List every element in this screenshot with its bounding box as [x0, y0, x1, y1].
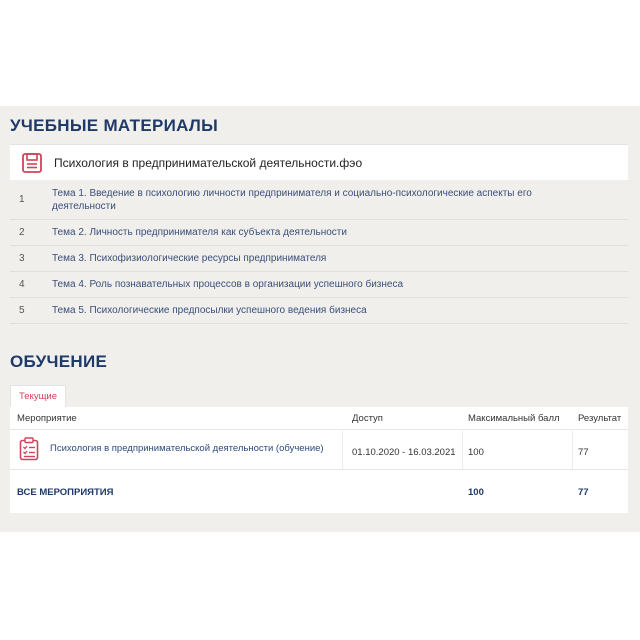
- event-access-dates: 01.10.2020 - 16.03.2021: [352, 447, 456, 458]
- topic-link[interactable]: Тема 5. Психологические предпосылки успешного ведения бизнеса: [52, 305, 367, 316]
- total-result: 77: [578, 487, 589, 498]
- topic-row[interactable]: [10, 298, 628, 324]
- event-link[interactable]: Психология в предпринимательской деятельности (обучение): [50, 443, 324, 454]
- clipboard-checklist-icon: [19, 437, 39, 461]
- topic-number: 5: [19, 305, 25, 316]
- tab-current[interactable]: Текущие: [10, 385, 66, 407]
- event-result: 77: [578, 447, 589, 458]
- topic-number: 4: [19, 279, 25, 290]
- event-max-score: 100: [468, 447, 484, 458]
- material-file-title[interactable]: Психология в предпринимательской деятельности.фэо: [54, 155, 363, 170]
- column-header-result: Результат: [578, 413, 622, 424]
- column-header-event: Мероприятие: [17, 413, 77, 424]
- topic-row[interactable]: [10, 180, 628, 220]
- learning-table: [10, 407, 628, 513]
- topic-number: 2: [19, 227, 25, 238]
- learning-section-title: ОБУЧЕНИЕ: [10, 352, 108, 371]
- document-file-icon: [21, 152, 43, 174]
- column-header-access: Доступ: [352, 413, 383, 424]
- header-divider: [10, 429, 628, 430]
- topic-link[interactable]: Тема 1. Введение в психологию личности предпринимателя и социально-психологические аспекты его деятельности: [52, 187, 532, 212]
- row-divider: [10, 469, 628, 470]
- column-divider: [342, 429, 343, 469]
- topic-link[interactable]: Тема 4. Роль познавательных процессов в организации успешного бизнеса: [52, 279, 404, 290]
- topic-row[interactable]: [10, 272, 628, 298]
- all-events-link[interactable]: ВСЕ МЕРОПРИЯТИЯ: [17, 487, 114, 498]
- column-divider: [572, 429, 573, 469]
- content-panel: [0, 106, 640, 532]
- materials-section-title: УЧЕБНЫЕ МАТЕРИАЛЫ: [10, 116, 219, 135]
- topic-number: 3: [19, 253, 25, 264]
- column-header-max-score: Максимальный балл: [468, 413, 560, 424]
- material-file-row[interactable]: [10, 144, 628, 180]
- topic-row[interactable]: [10, 220, 628, 246]
- topic-link[interactable]: Тема 3. Психофизиологические ресурсы предпринимателя: [52, 253, 327, 264]
- topics-list: [10, 180, 628, 324]
- topic-row[interactable]: [10, 246, 628, 272]
- total-max-score: 100: [468, 487, 484, 498]
- column-divider: [462, 429, 463, 469]
- topic-number: 1: [19, 194, 25, 205]
- topic-link[interactable]: Тема 2. Личность предпринимателя как субъекта деятельности: [52, 227, 347, 238]
